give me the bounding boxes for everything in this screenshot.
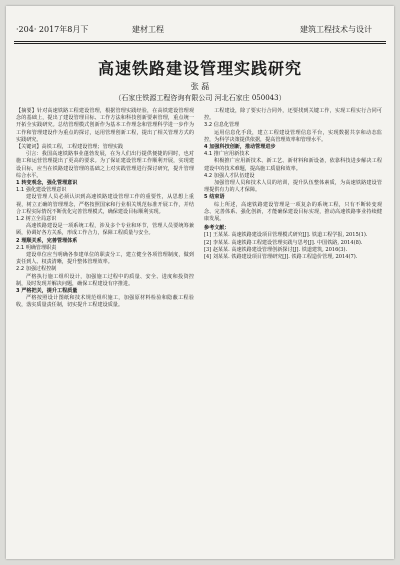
references-list: [204, 232, 382, 261]
body-paragraph: 高速铁路建设是一项系统工程，涉及多个专业和环节，管理人员要统筹兼顾，协调好各方关系，形成工作合力，保障工程质量与安全。: [16, 223, 194, 237]
section-heading: 2 理顺关系，完善管理体系: [16, 237, 78, 244]
references-heading: 参考文献：: [204, 225, 230, 232]
body-paragraph: 严格按照设计图纸和技术规范组织施工，加强原材料检验和隐蔽工程验收，落实质量责任制，切实提升工程建设质量。: [16, 295, 194, 309]
body-paragraph: 综上所述，高速铁路建设管理是一项复杂的系统工程，只有不断转变观念、完善体系、强化创新，才能确保建设目标实现，推动高速铁路事业持续健康发展。: [204, 201, 382, 223]
section-heading: 4 加强科技创新，推动管理进步: [204, 144, 276, 151]
body-paragraph: 运用信息化手段，建立工程建设管理信息平台，实现数据共享和动态监控，为科学决策提供依据，提高管理效率和管理水平。: [204, 129, 382, 143]
reference-item: [1] 王某某. 高速铁路建设项目管理模式研究[J]. 铁道工程学报, 2015(1).: [204, 232, 368, 239]
body-paragraph: 建设管理人员必须认识到高速铁路建设管理工作的重要性，从思想上重视，树立正确的管理理念，严格按照国家和行业相关规范标准开展工作，并结合工程实际情况不断优化完善管理模式，确保建设目标顺利实现。: [16, 194, 194, 215]
running-header: [14, 20, 386, 40]
header-rule-double: [14, 43, 386, 44]
section-heading: 3 严格把关，提升工程质量: [16, 288, 78, 295]
subsection-heading: 4.2 加强人才队伍建设: [204, 172, 255, 179]
subsection-heading: 4.1 推广应用新技术: [204, 151, 250, 158]
subsection-heading: 2.2 加强过程控制: [16, 266, 57, 273]
body-paragraph: 建设单位应当明确各参建单位的职责分工，建立健全各项管理制度，做到责任到人、权责清晰，提升整体管理效率。: [16, 252, 194, 266]
subsection-heading: 3.2 信息化管理: [204, 122, 240, 129]
keywords-text: 【关键词】高铁工程，工程建设管理；管理实践: [16, 144, 123, 151]
journal-name: 建材工程: [132, 25, 164, 34]
body-paragraph: 严格执行施工组织设计，加强施工过程中的质量、安全、进度和投资控制，及时发现并解决问题，确保工程建设有序推进。: [16, 273, 194, 287]
subsection-heading: 1.1 强化建设管理意识: [16, 187, 67, 194]
author-name: 张 磊: [190, 82, 210, 91]
abstract: [16, 108, 194, 144]
reference-item: [3] 赵某某. 高速铁路建设管理创新探讨[J]. 铁道建筑, 2016(3).: [204, 246, 348, 253]
reference-item: [2] 李某某. 高速铁路工程建设管理实践与思考[J]. 中国铁路, 2014(8).: [204, 239, 363, 246]
abstract-text: 【摘要】针对高速铁路工程建设管理，根据管理实践经验，在高铁建设管理观念的基础上，提出了建设管理目标、工作方法和科技创新要素管理，重点统一开拓全实践研究。总结管理模式创新作为基本工作理念和管理科学进一步作为工作和管理建设作为重点的探讨，运用管理创新工程，提出了相关管理方式的实践研究。: [16, 108, 194, 143]
left-column: [16, 108, 194, 310]
right-column: [204, 108, 382, 261]
article-title: 高速铁路建设管理实践研究: [97, 59, 302, 78]
section-heading: 1 转变观念，强化管理意识: [16, 180, 78, 187]
body-paragraph: 工程建设，除了要实行合同外，还要找到关键工作，实现工程实行合同可控。: [204, 108, 382, 122]
section-heading: 5 结束语: [204, 194, 225, 201]
subsection-heading: 1.2 树立全局意识: [16, 216, 57, 223]
reference-item: [4] 刘某某. 铁路建设项目管理研究[J]. 铁路工程造价管理, 2014(7).: [204, 254, 358, 261]
section-name: 建筑工程技术与设计: [300, 25, 372, 34]
issue-info: ·204· 2017年8月下: [16, 25, 89, 34]
subsection-heading: 2.1 明确管理职责: [16, 244, 57, 251]
journal-page: [6, 6, 394, 559]
header-rule: [14, 41, 386, 42]
intro-paragraph: 引言：我国高速铁路事业蓬勃发展，在为人们出行提供便捷的同时，也对施工和运营管理提出了更高的要求。为了保证建设管理工作顺利开展，实现建设目标，应当在铁路建设管理的基础之上对实践管理进行探讨研究，提升管理综合水平。: [16, 151, 194, 179]
author-affiliation: （石家庄铁源工程咨询有限公司 河北石家庄 050043）: [114, 94, 286, 102]
body-paragraph: 积极推广应用新技术、新工艺、新材料和新设备，依靠科技进步解决工程建设中的技术难题，提高施工质量和效率。: [204, 158, 382, 172]
body-paragraph: 加强管理人员和技术人员的培训，提升队伍整体素质，为高速铁路建设管理提供有力的人才保障。: [204, 180, 382, 194]
